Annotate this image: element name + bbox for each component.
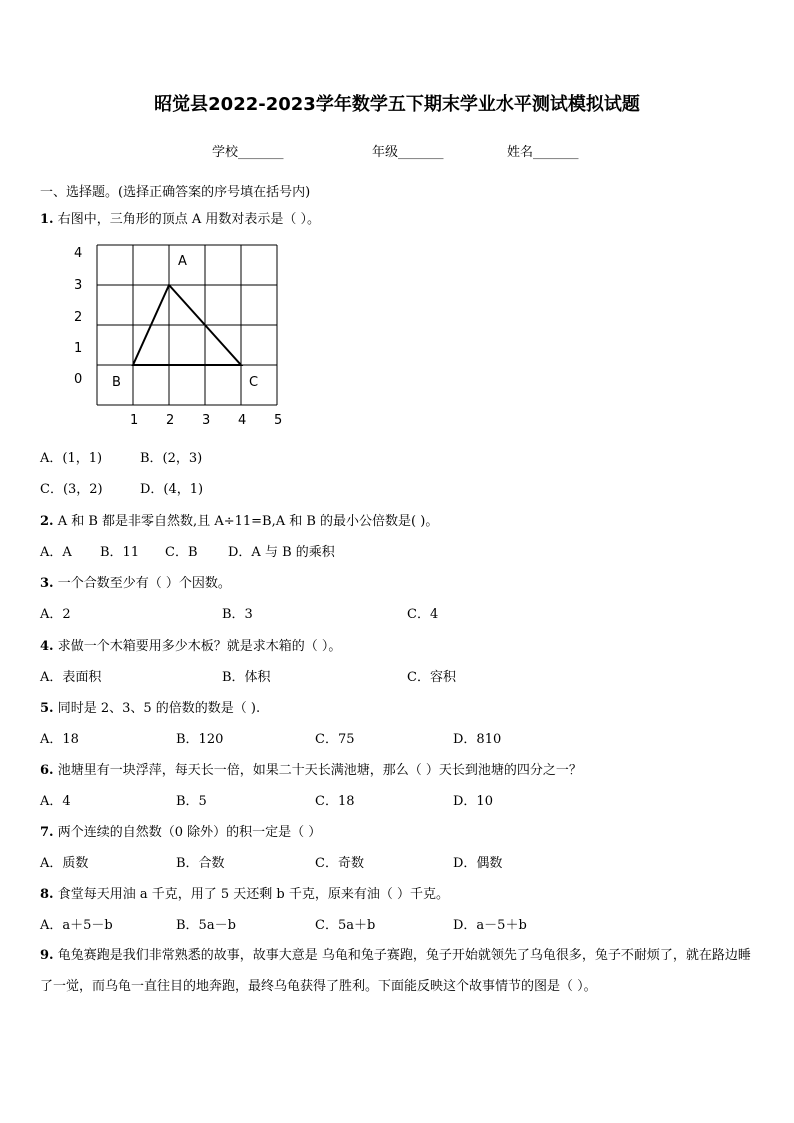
option: D．a－5＋b [453, 918, 527, 933]
option: C．奇数 [315, 856, 364, 871]
point-b-label: B [112, 375, 121, 390]
coordinate-grid [60, 238, 300, 438]
question-number: 8. [40, 887, 54, 902]
option: D．A 与 B 的乘积 [228, 545, 335, 560]
y-tick: 4 [74, 246, 83, 261]
question-number: 3. [40, 576, 54, 591]
question-number: 6. [40, 763, 54, 778]
option: C．(3，2) [40, 482, 103, 497]
option: A．A [40, 545, 72, 560]
question-2 [40, 510, 438, 529]
question-text: A 和 B 都是非零自然数,且 A÷11=B,A 和 B 的最小公倍数是( )。 [57, 514, 439, 529]
option: D．10 [453, 794, 493, 809]
option: B．体积 [222, 670, 271, 685]
option: B．合数 [176, 856, 225, 871]
option: B．5a－b [176, 918, 236, 933]
option: A．质数 [40, 856, 89, 871]
option: C．75 [315, 732, 355, 747]
x-tick: 4 [238, 413, 247, 428]
question-4 [40, 635, 341, 654]
x-tick: 2 [166, 413, 175, 428]
question-number: 5. [40, 701, 54, 716]
y-tick: 2 [74, 310, 83, 325]
school-field: 学校_______ [212, 145, 284, 160]
question-text: 两个连续的自然数（0 除外）的积一定是（ ） [57, 825, 322, 840]
option: B．3 [222, 607, 253, 622]
option: A．18 [40, 732, 79, 747]
option: D．(4，1) [140, 482, 204, 497]
option: A．(1，1) [40, 451, 103, 466]
question-number: 7. [40, 825, 54, 840]
point-a-label: A [178, 254, 187, 269]
option: C．B [165, 545, 198, 560]
y-tick: 3 [74, 278, 83, 293]
question-text: 右图中，三角形的顶点 A 用数对表示是（ ）。 [57, 212, 321, 227]
option: D．偶数 [453, 856, 503, 871]
question-1 [40, 208, 320, 227]
question-number: 2. [40, 514, 54, 529]
option: B．(2，3) [140, 451, 203, 466]
question-3 [40, 572, 231, 591]
question-text: 池塘里有一块浮萍，每天长一倍，如果二十天长满池塘，那么（ ）天长到池塘的四分之一？ [57, 763, 582, 778]
option: A．2 [40, 607, 71, 622]
question-8 [40, 883, 449, 902]
option: A．a＋5－b [40, 918, 113, 933]
option: D．810 [453, 732, 502, 747]
x-tick: 1 [130, 413, 139, 428]
page-title: 昭觉县2022-2023学年数学五下期末学业水平测试模拟试题 [154, 94, 640, 115]
x-tick: 5 [274, 413, 283, 428]
name-field: 姓名_______ [507, 145, 579, 160]
option: C．5a＋b [315, 918, 376, 933]
y-tick: 0 [74, 372, 83, 387]
question-5 [40, 697, 260, 716]
question-text: 龟兔赛跑是我们非常熟悉的故事，故事大意是 乌龟和兔子赛跑，兔子开始就领先了乌龟很多，兔子不耐烦了，就在路边睡了一觉，而乌龟一直往目的地奔跑，最终乌龟获得了胜利。下面能反映这个故事情节的图是（ ）。 [40, 948, 751, 994]
question-text: 同时是 2、3、5 的倍数的数是（ ). [57, 701, 261, 716]
point-c-label: C [249, 375, 259, 390]
x-tick: 3 [202, 413, 211, 428]
option: B．5 [176, 794, 207, 809]
option: A．表面积 [40, 670, 102, 685]
option: C．4 [407, 607, 439, 622]
option: C．容积 [407, 670, 456, 685]
question-7 [40, 821, 321, 840]
option: A．4 [40, 794, 71, 809]
option: B．11 [100, 545, 140, 560]
question-text: 一个合数至少有（ ）个因数。 [57, 576, 231, 591]
question-6 [40, 759, 582, 778]
grade-field: 年级_______ [372, 145, 444, 160]
option: B．120 [176, 732, 224, 747]
question-number: 1. [40, 212, 54, 227]
question-9 [40, 940, 760, 1002]
option: C．18 [315, 794, 355, 809]
question-text: 求做一个木箱要用多少木板？就是求木箱的（ ）。 [57, 639, 342, 654]
question-text: 食堂每天用油 a 千克，用了 5 天还剩 b 千克，原来有油（ ）千克。 [57, 887, 449, 902]
section-heading: 一、选择题。(选择正确答案的序号填在括号内) [40, 185, 311, 200]
y-tick: 1 [74, 341, 83, 356]
question-number: 9. [40, 948, 54, 963]
question-number: 4. [40, 639, 54, 654]
